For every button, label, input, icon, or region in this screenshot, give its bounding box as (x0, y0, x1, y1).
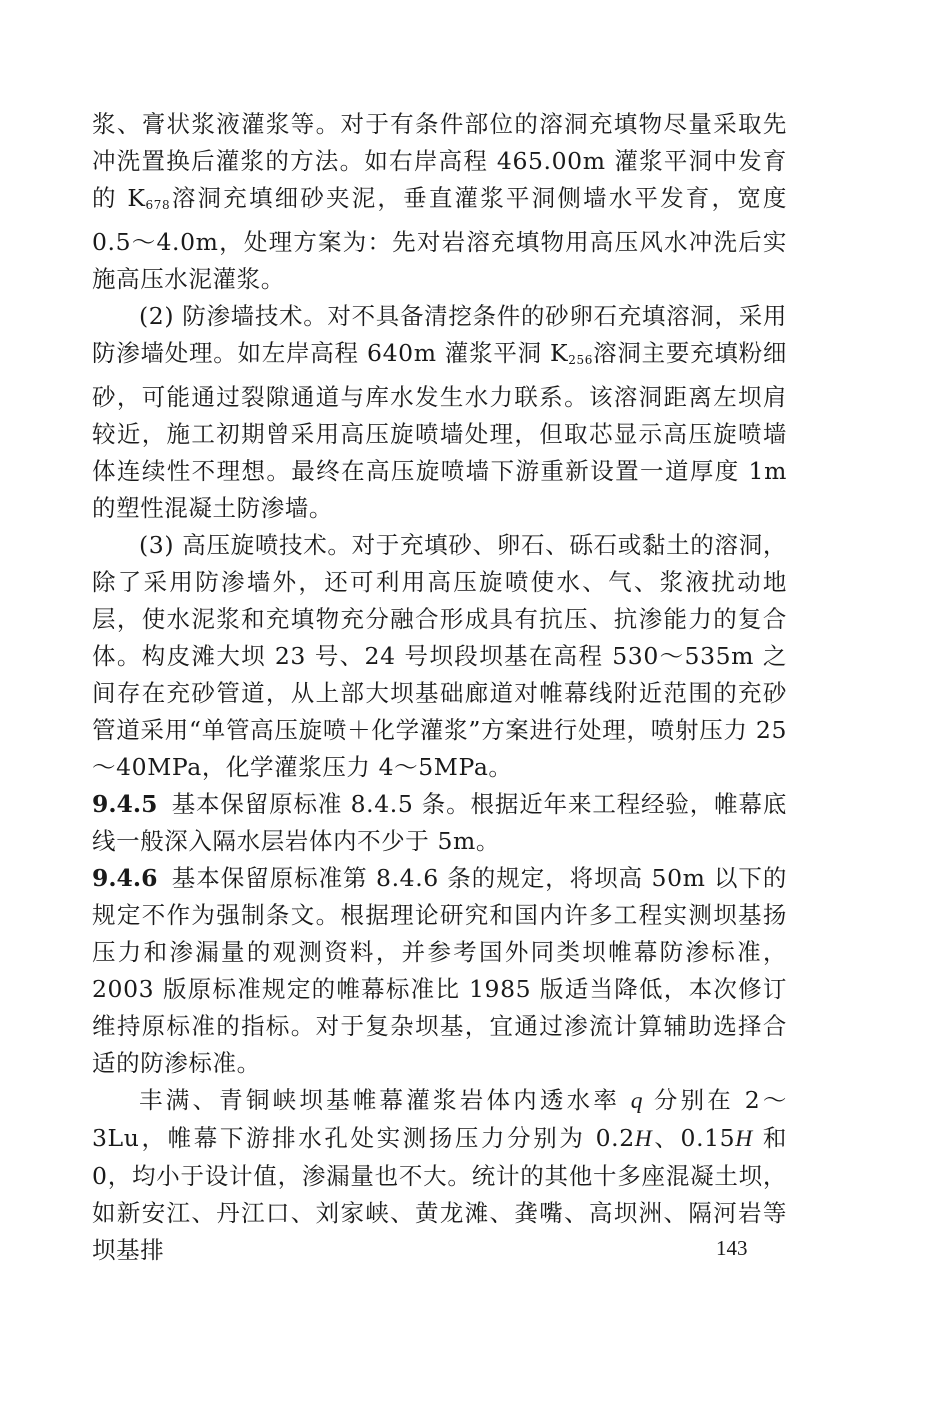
paragraph-cutoff-wall: (2) 防渗墙技术。对不具备清挖条件的砂卵石充填溶洞，采用防渗墙处理。如左岸高程 640m 灌浆平洞 $K_{256}$溶洞主要充填粉细砂，可能通过裂隙通道与库水发生水力联系。该溶洞距离左坝肩较近，施工初期曾采用高压旋喷墙处理，但取芯显示高压旋喷墙体连续性不理想。最终在高压旋喷墙下游重新设置一道厚度 1m 的塑性混凝土防渗墙。 (92, 302, 787, 522)
section-9-4-6: 9.4.6 基本保留原标准第 8.4.6 条的规定，将坝高 50m 以下的规定不作为强制条文。根据理论研究和国内许多工程实测坝基扬压力和渗漏量的观测资料，并参考国外同类坝帷幕防渗标准，2003 版原标准规定的帷幕标准比 1985 版适当降低，本次修订维持原标准的指标。对于复杂坝基，宜通过渗流计算辅助选择合适的防渗标准。 (92, 864, 787, 1077)
page-number: 143 (716, 1236, 748, 1260)
section-number: 9.4.6 (92, 864, 158, 892)
subscript: 256 (568, 353, 593, 367)
paragraph-fengman-qingtongxia: 丰满、青铜峡坝基帷幕灌浆岩体内透水率 q 分别在 2～3Lu，帷幕下游排水孔处实测扬压力分别为 0.2H、0.15H 和 0，均小于设计值，渗漏量也不大。统计的其他十多座混凝土坝，如新安江、丹江口、刘家峡、黄龙滩、龚嘴、高坝洲、隔河岩等坝基排 (92, 1086, 788, 1264)
page-body (92, 106, 787, 1269)
paragraph-jet-grouting: (3) 高压旋喷技术。对于充填砂、卵石、砾石或黏土的溶洞，除了采用防渗墙外，还可利用高压旋喷使水、气、浆液扰动地层，使水泥浆和充填物充分融合形成具有抗压、抗渗能力的复合体。构皮滩大坝 23 号、24 号坝段坝基在高程 530～535m 之间存在充砂管道，从上部大坝基础廊道对帷幕线附近范围的充砂管道采用“单管高压旋喷＋化学灌浆”方案进行处理，喷射压力 25～40MPa，化学灌浆压力 4～5MPa。 (92, 531, 787, 781)
subscript: 678 (145, 198, 171, 212)
section-number: 9.4.5 (92, 790, 158, 818)
paragraph-karst-flushing: 浆、膏状浆液灌浆等。对于有条件部位的溶洞充填物尽量采取先冲洗置换后灌浆的方法。如右岸高程 465.00m 灌浆平洞中发育的 $K_{678}$溶洞充填细砂夹泥，垂直灌浆平洞侧墙水平发育，宽度 0.5～4.0m，处理方案为：先对岩溶充填物用高压风水冲洗后实施高压水泥灌浆。 (92, 110, 787, 293)
section-9-4-5: 9.4.5 基本保留原标准 8.4.5 条。根据近年来工程经验，帷幕底线一般深入隔水层岩体内不少于 5m。 (92, 790, 787, 855)
